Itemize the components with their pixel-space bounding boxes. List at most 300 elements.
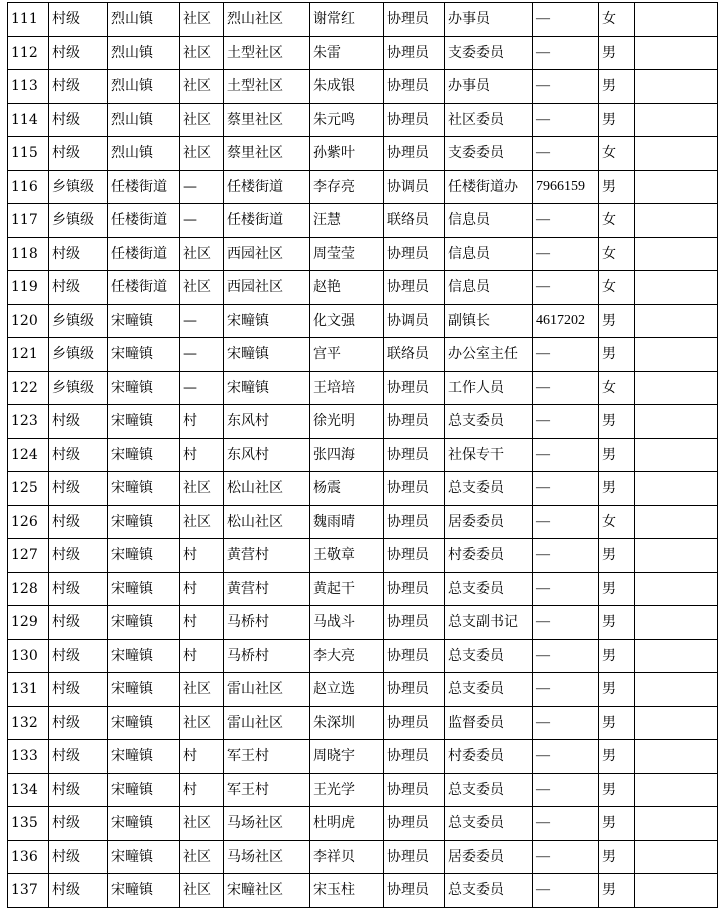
person-name-cell: 张四海 xyxy=(310,438,384,472)
phone-cell: — xyxy=(533,271,599,305)
unit-type-cell: 村 xyxy=(180,539,224,573)
empty-cell xyxy=(635,304,718,338)
unit-type-cell: 社区 xyxy=(180,3,224,37)
table-row xyxy=(8,170,718,204)
table-row xyxy=(8,773,718,807)
unit-type-cell: 社区 xyxy=(180,807,224,841)
phone-cell: — xyxy=(533,807,599,841)
person-name-cell: 宫平 xyxy=(310,338,384,372)
position-cell: 总支副书记 xyxy=(445,606,533,640)
town-cell: 烈山镇 xyxy=(108,137,180,171)
unit-type-cell: — xyxy=(180,170,224,204)
role-cell: 协理员 xyxy=(384,472,445,506)
role-cell: 协理员 xyxy=(384,572,445,606)
role-cell: 协理员 xyxy=(384,673,445,707)
town-cell: 宋疃镇 xyxy=(108,740,180,774)
unit-type-cell: 社区 xyxy=(180,706,224,740)
person-name-cell: 朱深圳 xyxy=(310,706,384,740)
town-cell: 宋疃镇 xyxy=(108,773,180,807)
role-cell: 协调员 xyxy=(384,170,445,204)
empty-cell xyxy=(635,170,718,204)
level-cell: 乡镇级 xyxy=(49,371,108,405)
level-cell: 村级 xyxy=(49,706,108,740)
unit-type-cell: 社区 xyxy=(180,505,224,539)
phone-cell: — xyxy=(533,405,599,439)
person-name-cell: 李存亮 xyxy=(310,170,384,204)
gender-cell: 女 xyxy=(599,271,635,305)
empty-cell xyxy=(635,706,718,740)
table-row xyxy=(8,438,718,472)
position-cell: 居委委员 xyxy=(445,840,533,874)
level-cell: 村级 xyxy=(49,874,108,908)
unit-type-cell: — xyxy=(180,304,224,338)
empty-cell xyxy=(635,338,718,372)
position-cell: 支委委员 xyxy=(445,137,533,171)
empty-cell xyxy=(635,505,718,539)
unit-name-cell: 蔡里社区 xyxy=(224,137,310,171)
unit-type-cell: 社区 xyxy=(180,70,224,104)
table-row xyxy=(8,70,718,104)
table-row xyxy=(8,338,718,372)
gender-cell: 男 xyxy=(599,840,635,874)
role-cell: 协理员 xyxy=(384,70,445,104)
town-cell: 宋疃镇 xyxy=(108,874,180,908)
row-number-cell: 115 xyxy=(8,137,49,171)
role-cell: 协理员 xyxy=(384,539,445,573)
phone-cell: — xyxy=(533,740,599,774)
level-cell: 乡镇级 xyxy=(49,204,108,238)
level-cell: 村级 xyxy=(49,572,108,606)
row-number-cell: 126 xyxy=(8,505,49,539)
role-cell: 协理员 xyxy=(384,874,445,908)
empty-cell xyxy=(635,874,718,908)
town-cell: 烈山镇 xyxy=(108,36,180,70)
phone-cell: — xyxy=(533,338,599,372)
unit-name-cell: 东风村 xyxy=(224,438,310,472)
row-number-cell: 131 xyxy=(8,673,49,707)
person-name-cell: 谢常红 xyxy=(310,3,384,37)
phone-cell: — xyxy=(533,773,599,807)
table-row xyxy=(8,137,718,171)
town-cell: 宋疃镇 xyxy=(108,539,180,573)
empty-cell xyxy=(635,271,718,305)
phone-cell: — xyxy=(533,874,599,908)
level-cell: 村级 xyxy=(49,70,108,104)
person-name-cell: 朱成银 xyxy=(310,70,384,104)
phone-cell: — xyxy=(533,572,599,606)
level-cell: 村级 xyxy=(49,271,108,305)
position-cell: 社保专干 xyxy=(445,438,533,472)
row-number-cell: 114 xyxy=(8,103,49,137)
level-cell: 村级 xyxy=(49,438,108,472)
level-cell: 乡镇级 xyxy=(49,338,108,372)
gender-cell: 男 xyxy=(599,807,635,841)
table-row xyxy=(8,36,718,70)
unit-type-cell: 村 xyxy=(180,572,224,606)
empty-cell xyxy=(635,438,718,472)
role-cell: 协理员 xyxy=(384,3,445,37)
row-number-cell: 123 xyxy=(8,405,49,439)
unit-type-cell: 村 xyxy=(180,773,224,807)
position-cell: 总支委员 xyxy=(445,472,533,506)
person-name-cell: 马战斗 xyxy=(310,606,384,640)
phone-cell: — xyxy=(533,472,599,506)
role-cell: 协理员 xyxy=(384,103,445,137)
empty-cell xyxy=(635,539,718,573)
row-number-cell: 132 xyxy=(8,706,49,740)
table-row xyxy=(8,706,718,740)
unit-name-cell: 西园社区 xyxy=(224,271,310,305)
gender-cell: 男 xyxy=(599,405,635,439)
unit-name-cell: 松山社区 xyxy=(224,505,310,539)
phone-cell: 4617202 xyxy=(533,304,599,338)
role-cell: 协理员 xyxy=(384,405,445,439)
phone-cell: — xyxy=(533,371,599,405)
position-cell: 总支委员 xyxy=(445,673,533,707)
position-cell: 监督委员 xyxy=(445,706,533,740)
empty-cell xyxy=(635,3,718,37)
position-cell: 村委委员 xyxy=(445,740,533,774)
phone-cell: — xyxy=(533,3,599,37)
town-cell: 宋疃镇 xyxy=(108,807,180,841)
role-cell: 协理员 xyxy=(384,706,445,740)
town-cell: 宋疃镇 xyxy=(108,572,180,606)
empty-cell xyxy=(635,606,718,640)
gender-cell: 男 xyxy=(599,338,635,372)
town-cell: 宋疃镇 xyxy=(108,304,180,338)
level-cell: 村级 xyxy=(49,237,108,271)
unit-name-cell: 东风村 xyxy=(224,405,310,439)
empty-cell xyxy=(635,204,718,238)
unit-name-cell: 雷山社区 xyxy=(224,706,310,740)
unit-type-cell: 社区 xyxy=(180,874,224,908)
position-cell: 信息员 xyxy=(445,237,533,271)
role-cell: 协调员 xyxy=(384,304,445,338)
phone-cell: — xyxy=(533,36,599,70)
table-row xyxy=(8,572,718,606)
unit-name-cell: 军王村 xyxy=(224,773,310,807)
town-cell: 宋疃镇 xyxy=(108,606,180,640)
unit-name-cell: 西园社区 xyxy=(224,237,310,271)
gender-cell: 女 xyxy=(599,3,635,37)
town-cell: 任楼街道 xyxy=(108,170,180,204)
person-name-cell: 魏雨晴 xyxy=(310,505,384,539)
gender-cell: 男 xyxy=(599,673,635,707)
gender-cell: 男 xyxy=(599,36,635,70)
unit-name-cell: 土型社区 xyxy=(224,70,310,104)
row-number-cell: 129 xyxy=(8,606,49,640)
unit-type-cell: 社区 xyxy=(180,137,224,171)
gender-cell: 男 xyxy=(599,438,635,472)
position-cell: 社区委员 xyxy=(445,103,533,137)
empty-cell xyxy=(635,371,718,405)
table-row xyxy=(8,807,718,841)
town-cell: 烈山镇 xyxy=(108,3,180,37)
row-number-cell: 116 xyxy=(8,170,49,204)
table-body xyxy=(8,3,718,908)
empty-cell xyxy=(635,773,718,807)
unit-name-cell: 黄营村 xyxy=(224,539,310,573)
gender-cell: 男 xyxy=(599,304,635,338)
table-row xyxy=(8,204,718,238)
level-cell: 村级 xyxy=(49,773,108,807)
person-name-cell: 王光学 xyxy=(310,773,384,807)
unit-type-cell: 村 xyxy=(180,606,224,640)
town-cell: 宋疃镇 xyxy=(108,505,180,539)
gender-cell: 女 xyxy=(599,204,635,238)
position-cell: 办事员 xyxy=(445,3,533,37)
row-number-cell: 130 xyxy=(8,639,49,673)
level-cell: 村级 xyxy=(49,103,108,137)
position-cell: 信息员 xyxy=(445,204,533,238)
table-row xyxy=(8,103,718,137)
level-cell: 村级 xyxy=(49,606,108,640)
unit-name-cell: 马桥村 xyxy=(224,606,310,640)
person-name-cell: 徐光明 xyxy=(310,405,384,439)
person-name-cell: 宋玉柱 xyxy=(310,874,384,908)
unit-type-cell: 社区 xyxy=(180,237,224,271)
role-cell: 协理员 xyxy=(384,36,445,70)
town-cell: 宋疃镇 xyxy=(108,405,180,439)
phone-cell: — xyxy=(533,438,599,472)
level-cell: 村级 xyxy=(49,539,108,573)
person-name-cell: 杜明虎 xyxy=(310,807,384,841)
row-number-cell: 137 xyxy=(8,874,49,908)
gender-cell: 男 xyxy=(599,740,635,774)
phone-cell: — xyxy=(533,137,599,171)
position-cell: 村委委员 xyxy=(445,539,533,573)
unit-name-cell: 烈山社区 xyxy=(224,3,310,37)
gender-cell: 男 xyxy=(599,572,635,606)
row-number-cell: 119 xyxy=(8,271,49,305)
phone-cell: — xyxy=(533,505,599,539)
table-row xyxy=(8,237,718,271)
person-name-cell: 朱元鸣 xyxy=(310,103,384,137)
town-cell: 任楼街道 xyxy=(108,271,180,305)
table-row xyxy=(8,472,718,506)
unit-name-cell: 土型社区 xyxy=(224,36,310,70)
empty-cell xyxy=(635,103,718,137)
table-row xyxy=(8,539,718,573)
role-cell: 协理员 xyxy=(384,807,445,841)
person-name-cell: 赵立选 xyxy=(310,673,384,707)
phone-cell: — xyxy=(533,70,599,104)
town-cell: 宋疃镇 xyxy=(108,639,180,673)
role-cell: 协理员 xyxy=(384,505,445,539)
empty-cell xyxy=(635,405,718,439)
phone-cell: — xyxy=(533,539,599,573)
table-row xyxy=(8,874,718,908)
town-cell: 宋疃镇 xyxy=(108,840,180,874)
town-cell: 烈山镇 xyxy=(108,103,180,137)
table-row xyxy=(8,639,718,673)
level-cell: 村级 xyxy=(49,472,108,506)
town-cell: 任楼街道 xyxy=(108,204,180,238)
empty-cell xyxy=(635,673,718,707)
row-number-cell: 111 xyxy=(8,3,49,37)
role-cell: 协理员 xyxy=(384,438,445,472)
row-number-cell: 122 xyxy=(8,371,49,405)
position-cell: 居委委员 xyxy=(445,505,533,539)
unit-type-cell: — xyxy=(180,371,224,405)
phone-cell: — xyxy=(533,237,599,271)
person-name-cell: 王培培 xyxy=(310,371,384,405)
phone-cell: 7966159 xyxy=(533,170,599,204)
unit-type-cell: 社区 xyxy=(180,36,224,70)
empty-cell xyxy=(635,137,718,171)
personnel-table xyxy=(7,2,718,908)
unit-type-cell: 社区 xyxy=(180,673,224,707)
position-cell: 总支委员 xyxy=(445,572,533,606)
row-number-cell: 133 xyxy=(8,740,49,774)
person-name-cell: 王敬章 xyxy=(310,539,384,573)
position-cell: 总支委员 xyxy=(445,405,533,439)
level-cell: 村级 xyxy=(49,807,108,841)
role-cell: 协理员 xyxy=(384,740,445,774)
unit-name-cell: 松山社区 xyxy=(224,472,310,506)
empty-cell xyxy=(635,70,718,104)
role-cell: 协理员 xyxy=(384,271,445,305)
level-cell: 村级 xyxy=(49,673,108,707)
empty-cell xyxy=(635,840,718,874)
table-row xyxy=(8,606,718,640)
unit-name-cell: 蔡里社区 xyxy=(224,103,310,137)
level-cell: 村级 xyxy=(49,3,108,37)
unit-name-cell: 马场社区 xyxy=(224,807,310,841)
role-cell: 协理员 xyxy=(384,371,445,405)
unit-type-cell: 村 xyxy=(180,740,224,774)
gender-cell: 男 xyxy=(599,70,635,104)
person-name-cell: 周晓宇 xyxy=(310,740,384,774)
unit-type-cell: 村 xyxy=(180,438,224,472)
town-cell: 宋疃镇 xyxy=(108,673,180,707)
level-cell: 村级 xyxy=(49,740,108,774)
level-cell: 乡镇级 xyxy=(49,304,108,338)
row-number-cell: 124 xyxy=(8,438,49,472)
town-cell: 宋疃镇 xyxy=(108,438,180,472)
position-cell: 任楼街道办 xyxy=(445,170,533,204)
unit-name-cell: 军王村 xyxy=(224,740,310,774)
town-cell: 宋疃镇 xyxy=(108,706,180,740)
person-name-cell: 赵艳 xyxy=(310,271,384,305)
person-name-cell: 黄起干 xyxy=(310,572,384,606)
empty-cell xyxy=(635,572,718,606)
role-cell: 联络员 xyxy=(384,338,445,372)
person-name-cell: 孙紫叶 xyxy=(310,137,384,171)
town-cell: 任楼街道 xyxy=(108,237,180,271)
unit-type-cell: 社区 xyxy=(180,840,224,874)
gender-cell: 男 xyxy=(599,874,635,908)
row-number-cell: 134 xyxy=(8,773,49,807)
phone-cell: — xyxy=(533,673,599,707)
unit-type-cell: 村 xyxy=(180,639,224,673)
town-cell: 宋疃镇 xyxy=(108,338,180,372)
row-number-cell: 121 xyxy=(8,338,49,372)
gender-cell: 男 xyxy=(599,472,635,506)
town-cell: 宋疃镇 xyxy=(108,371,180,405)
row-number-cell: 112 xyxy=(8,36,49,70)
empty-cell xyxy=(635,639,718,673)
row-number-cell: 113 xyxy=(8,70,49,104)
phone-cell: — xyxy=(533,639,599,673)
person-name-cell: 汪慧 xyxy=(310,204,384,238)
town-cell: 宋疃镇 xyxy=(108,472,180,506)
gender-cell: 男 xyxy=(599,103,635,137)
level-cell: 村级 xyxy=(49,137,108,171)
row-number-cell: 127 xyxy=(8,539,49,573)
position-cell: 信息员 xyxy=(445,271,533,305)
person-name-cell: 李祥贝 xyxy=(310,840,384,874)
person-name-cell: 杨震 xyxy=(310,472,384,506)
unit-name-cell: 马场社区 xyxy=(224,840,310,874)
phone-cell: — xyxy=(533,103,599,137)
unit-type-cell: — xyxy=(180,204,224,238)
phone-cell: — xyxy=(533,840,599,874)
row-number-cell: 136 xyxy=(8,840,49,874)
empty-cell xyxy=(635,237,718,271)
gender-cell: 男 xyxy=(599,706,635,740)
role-cell: 协理员 xyxy=(384,237,445,271)
level-cell: 村级 xyxy=(49,505,108,539)
table-row xyxy=(8,304,718,338)
position-cell: 总支委员 xyxy=(445,807,533,841)
row-number-cell: 125 xyxy=(8,472,49,506)
level-cell: 村级 xyxy=(49,840,108,874)
level-cell: 村级 xyxy=(49,36,108,70)
phone-cell: — xyxy=(533,706,599,740)
gender-cell: 男 xyxy=(599,170,635,204)
table-row xyxy=(8,840,718,874)
unit-type-cell: 村 xyxy=(180,405,224,439)
row-number-cell: 135 xyxy=(8,807,49,841)
phone-cell: — xyxy=(533,606,599,640)
position-cell: 工作人员 xyxy=(445,371,533,405)
empty-cell xyxy=(635,472,718,506)
table-row xyxy=(8,505,718,539)
position-cell: 办公室主任 xyxy=(445,338,533,372)
person-name-cell: 李大亮 xyxy=(310,639,384,673)
gender-cell: 男 xyxy=(599,606,635,640)
gender-cell: 女 xyxy=(599,137,635,171)
position-cell: 总支委员 xyxy=(445,639,533,673)
role-cell: 协理员 xyxy=(384,639,445,673)
position-cell: 副镇长 xyxy=(445,304,533,338)
row-number-cell: 117 xyxy=(8,204,49,238)
unit-name-cell: 宋疃镇 xyxy=(224,338,310,372)
table-row xyxy=(8,3,718,37)
unit-type-cell: — xyxy=(180,338,224,372)
table-row xyxy=(8,371,718,405)
position-cell: 总支委员 xyxy=(445,773,533,807)
person-name-cell: 周莹莹 xyxy=(310,237,384,271)
unit-name-cell: 宋疃镇 xyxy=(224,371,310,405)
empty-cell xyxy=(635,36,718,70)
town-cell: 烈山镇 xyxy=(108,70,180,104)
gender-cell: 男 xyxy=(599,539,635,573)
unit-name-cell: 雷山社区 xyxy=(224,673,310,707)
unit-name-cell: 宋疃社区 xyxy=(224,874,310,908)
unit-name-cell: 宋疃镇 xyxy=(224,304,310,338)
unit-name-cell: 马桥村 xyxy=(224,639,310,673)
row-number-cell: 128 xyxy=(8,572,49,606)
role-cell: 联络员 xyxy=(384,204,445,238)
level-cell: 乡镇级 xyxy=(49,170,108,204)
role-cell: 协理员 xyxy=(384,137,445,171)
unit-name-cell: 任楼街道 xyxy=(224,204,310,238)
unit-type-cell: 社区 xyxy=(180,472,224,506)
position-cell: 总支委员 xyxy=(445,874,533,908)
phone-cell: — xyxy=(533,204,599,238)
